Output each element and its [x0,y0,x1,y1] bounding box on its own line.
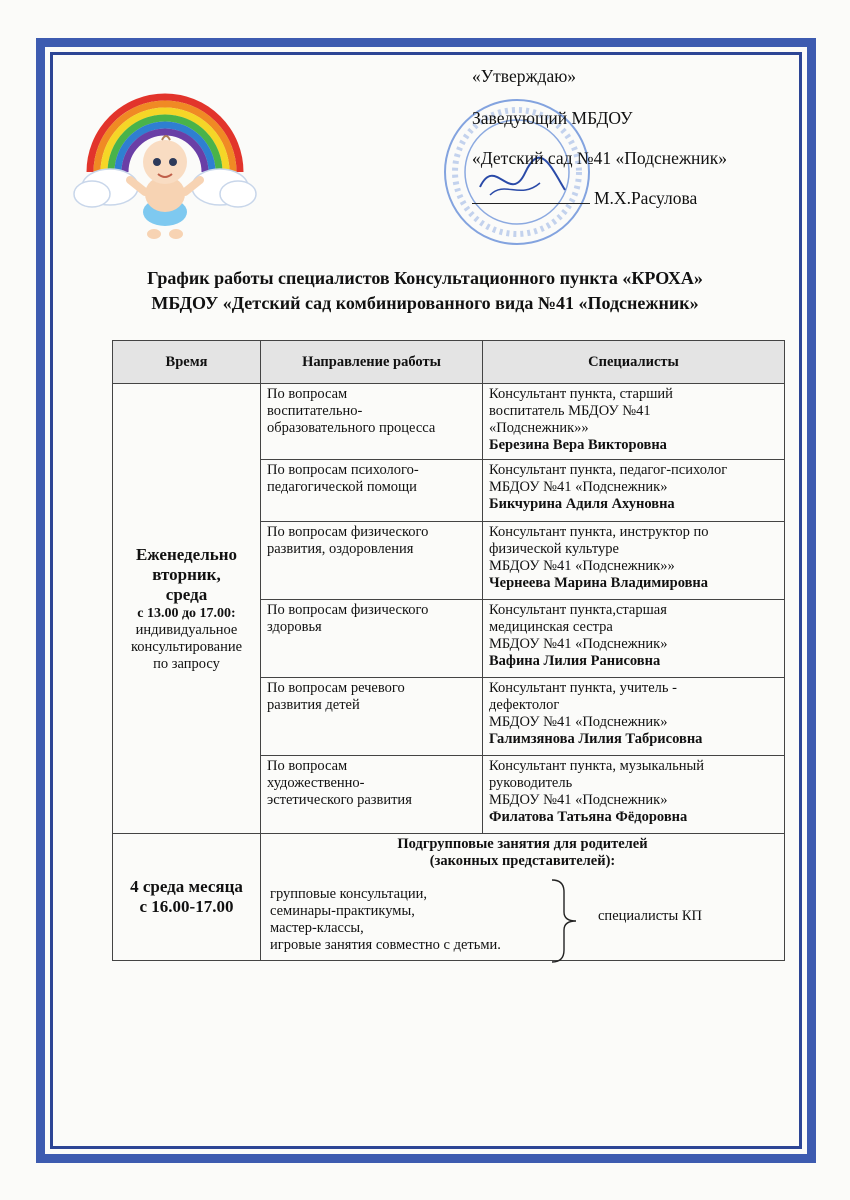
direction-text: По вопросам речевого [267,680,405,696]
time-monthly-hours: с 16.00-17.00 [139,897,234,916]
time-note-1: индивидуальное [135,621,238,638]
signature-underline [472,203,590,204]
table-row [113,834,785,961]
right-brace-icon [550,878,586,964]
specialist-name: Чернеева Марина Владимировна [489,575,709,591]
table-header-row [113,341,785,384]
direction-text: педагогической помощи [267,479,417,495]
specialist-text: воспитатель МБДОУ №41 [489,403,651,419]
direction-text: воспитательно- [267,403,363,419]
direction-text: развития детей [267,697,360,713]
approval-heading: «Утверждаю» [472,66,577,86]
direction-text: эстетического развития [267,792,412,808]
specialist-cell [483,522,785,600]
specialist-text: МБДОУ №41 «Подснежник» [489,714,668,730]
direction-text: По вопросам [267,758,348,774]
header-direction: Направление работы [261,341,483,384]
direction-text: По вопросам физического [267,524,429,540]
approval-position: Заведующий МБДОУ [472,108,633,128]
approval-organization: «Детский сад №41 «Подснежник» [472,148,728,168]
list-item: групповые консультации, [270,886,428,902]
time-monthly: 4 среда месяца [130,877,243,896]
specialist-text: дефектолог [489,697,560,713]
table-row [113,384,785,460]
specialist-name: Галимзянова Лилия Табрисовна [489,731,703,747]
time-note-3: по запросу [153,655,220,672]
direction-text: здоровья [267,619,322,635]
time-weekly: Еженедельно [135,544,238,564]
direction-cell [261,384,483,460]
specialist-text: медицинская сестра [489,619,613,635]
header-time: Время [113,341,261,384]
direction-cell [261,678,483,756]
specialist-text: МБДОУ №41 «Подснежник» [489,636,668,652]
specialist-cell [483,756,785,834]
specialist-text: МБДОУ №41 «Подснежник» [489,792,668,808]
specialist-name: Филатова Татьяна Фёдоровна [489,809,688,825]
direction-cell [261,756,483,834]
group-heading-2: (законных представителей): [429,853,616,869]
specialist-name: Вафина Лилия Ранисовна [489,653,661,669]
header-specialists: Специалисты [483,341,785,384]
time-note-2: консультирование [130,638,243,655]
specialist-text: Консультант пункта,старшая [489,602,667,618]
direction-text: образовательного процесса [267,420,436,436]
direction-text: По вопросам психолого- [267,462,419,478]
specialist-cell [483,384,785,460]
group-heading-1: Подгрупповые занятия для родителей [397,836,648,852]
specialist-text: «Подснежник»» [489,420,589,436]
specialist-name: Бикчурина Адиля Ахуновна [489,496,675,512]
specialist-text: Консультант пункта, старший [489,386,673,402]
group-specialists: специалисты КП [598,908,702,924]
approval-signer-name: М.Х.Расулова [594,188,698,208]
specialist-text: Консультант пункта, педагог-психолог [489,462,728,478]
time-hours: с 13.00 до 17.00: [137,605,236,621]
schedule-table [112,340,785,961]
specialist-text: Консультант пункта, музыкальный [489,758,705,774]
document-title-line1: График работы специалистов Консультационного пункта «КРОХА» [147,268,703,288]
rainbow-baby-logo [70,62,260,252]
direction-cell [261,600,483,678]
specialist-cell [483,678,785,756]
specialist-text: МБДОУ №41 «Подснежник» [489,479,668,495]
specialist-text: МБДОУ №41 «Подснежник»» [489,558,675,574]
specialist-text: Консультант пункта, учитель - [489,680,677,696]
document-title-line2: МБДОУ «Детский сад комбинированного вида №41 «Подснежник» [151,293,699,313]
monthly-time-cell [113,834,261,961]
specialist-text: руководитель [489,775,573,791]
approval-signature-line [472,188,697,209]
specialist-text: физической культуре [489,541,619,557]
direction-text: По вопросам физического [267,602,429,618]
specialist-cell [483,600,785,678]
direction-text: По вопросам [267,386,348,402]
direction-text: развития, оздоровления [267,541,414,557]
list-item: семинары-практикумы, [270,903,415,919]
group-formats-list [270,886,501,954]
specialist-text: Консультант пункта, инструктор по [489,524,709,540]
specialist-name: Березина Вера Викторовна [489,437,667,453]
group-sessions-cell [261,834,785,961]
direction-cell [261,522,483,600]
direction-cell [261,460,483,522]
group-sessions-body [267,836,778,958]
list-item: игровые занятия совместно с детьми. [270,937,501,953]
time-wednesday: среда [165,584,208,604]
weekly-time-cell [113,384,261,834]
list-item: мастер-классы, [270,920,364,936]
direction-text: художественно- [267,775,365,791]
specialist-cell [483,460,785,522]
time-tuesday: вторник, [152,564,221,584]
